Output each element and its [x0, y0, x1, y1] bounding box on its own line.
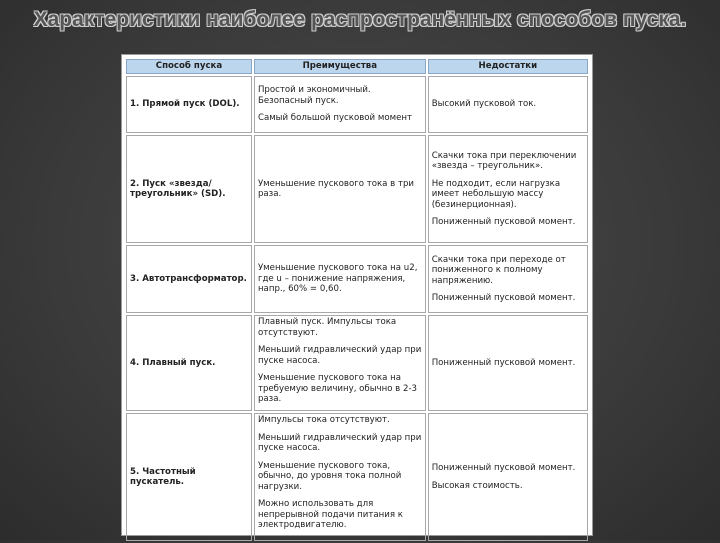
advantages-cell [254, 245, 426, 313]
disadvantage-text: Скачки тока при переходе от пониженного к полному напряжению. [431, 254, 566, 286]
table-row [126, 245, 588, 313]
advantage-text: Плавный пуск. Импульсы тока отсутствуют. [257, 317, 397, 338]
disadvantages-cell [428, 315, 588, 411]
advantages-cell [254, 76, 426, 133]
header-disadvantages: Недостатки [428, 59, 588, 74]
table-row [126, 413, 588, 541]
advantage-text: Можно использовать для непрерывной подачи питания к электродвигателю. [257, 499, 403, 530]
header-method: Способ пуска [126, 59, 252, 74]
advantage-text: Меньший гидравлический удар при пуске насоса. [257, 345, 422, 366]
disadvantage-text: Пониженный пусковой момент. [431, 463, 576, 473]
disadvantages-cell [428, 245, 588, 313]
advantage-text: Уменьшение пускового тока на требуемую величину, обычно в 2-3 раза. [257, 373, 418, 404]
disadvantage-text: Пониженный пусковой момент. [431, 357, 576, 368]
advantage-text: Уменьшение пускового тока, обычно, до уровня тока полной нагрузки. [257, 460, 402, 492]
method-cell: 2. Пуск «звезда/ треугольник» (SD). [126, 135, 252, 243]
disadvantage-text: Пониженный пусковой момент. [431, 217, 576, 227]
method-cell: 4. Плавный пуск. [126, 315, 252, 411]
advantage-text: Самый большой пусковой момент [257, 113, 412, 124]
disadvantage-text: Пониженный пусковой момент. [431, 293, 576, 303]
advantage-text: Простой и экономичный. Безопасный пуск. [257, 85, 371, 106]
method-cell: 3. Автотрансформатор. [126, 245, 252, 313]
table-header-row [126, 59, 588, 74]
start-methods-table [121, 54, 593, 536]
table-row [126, 76, 588, 133]
advantage-text: Уменьшение пускового тока на u2, где u – понижение напряжения, напр., 60% = 0,60. [257, 263, 418, 295]
disadvantage-text: Скачки тока при переключении «звезда – треугольник». [431, 150, 577, 171]
disadvantages-cell [428, 76, 588, 133]
header-advantages: Преимущества [254, 59, 426, 74]
method-cell: 1. Прямой пуск (DOL). [126, 76, 252, 133]
advantages-cell [254, 135, 426, 243]
method-cell: 5. Частотный пускатель. [126, 413, 252, 541]
table-row [126, 315, 588, 411]
table-row [126, 135, 588, 243]
disadvantage-text: Высокий пусковой ток. [431, 99, 537, 110]
disadvantage-text: Высокая стоимость. [431, 480, 523, 491]
advantage-text: Меньший гидравлический удар при пуске насоса. [257, 432, 422, 453]
slide-title: Характеристики наиболее распространённых способов пуска. [33, 8, 687, 31]
disadvantages-cell [428, 413, 588, 541]
disadvantages-cell [428, 135, 588, 243]
advantage-text: Уменьшение пускового тока в три раза. [257, 178, 415, 199]
advantage-text: Импульсы тока отсутствуют. [257, 415, 390, 425]
disadvantage-text: Не подходит, если нагрузка имеет небольшую массу (безинерционная). [431, 178, 561, 210]
advantages-cell [254, 315, 426, 411]
advantages-cell [254, 413, 426, 541]
